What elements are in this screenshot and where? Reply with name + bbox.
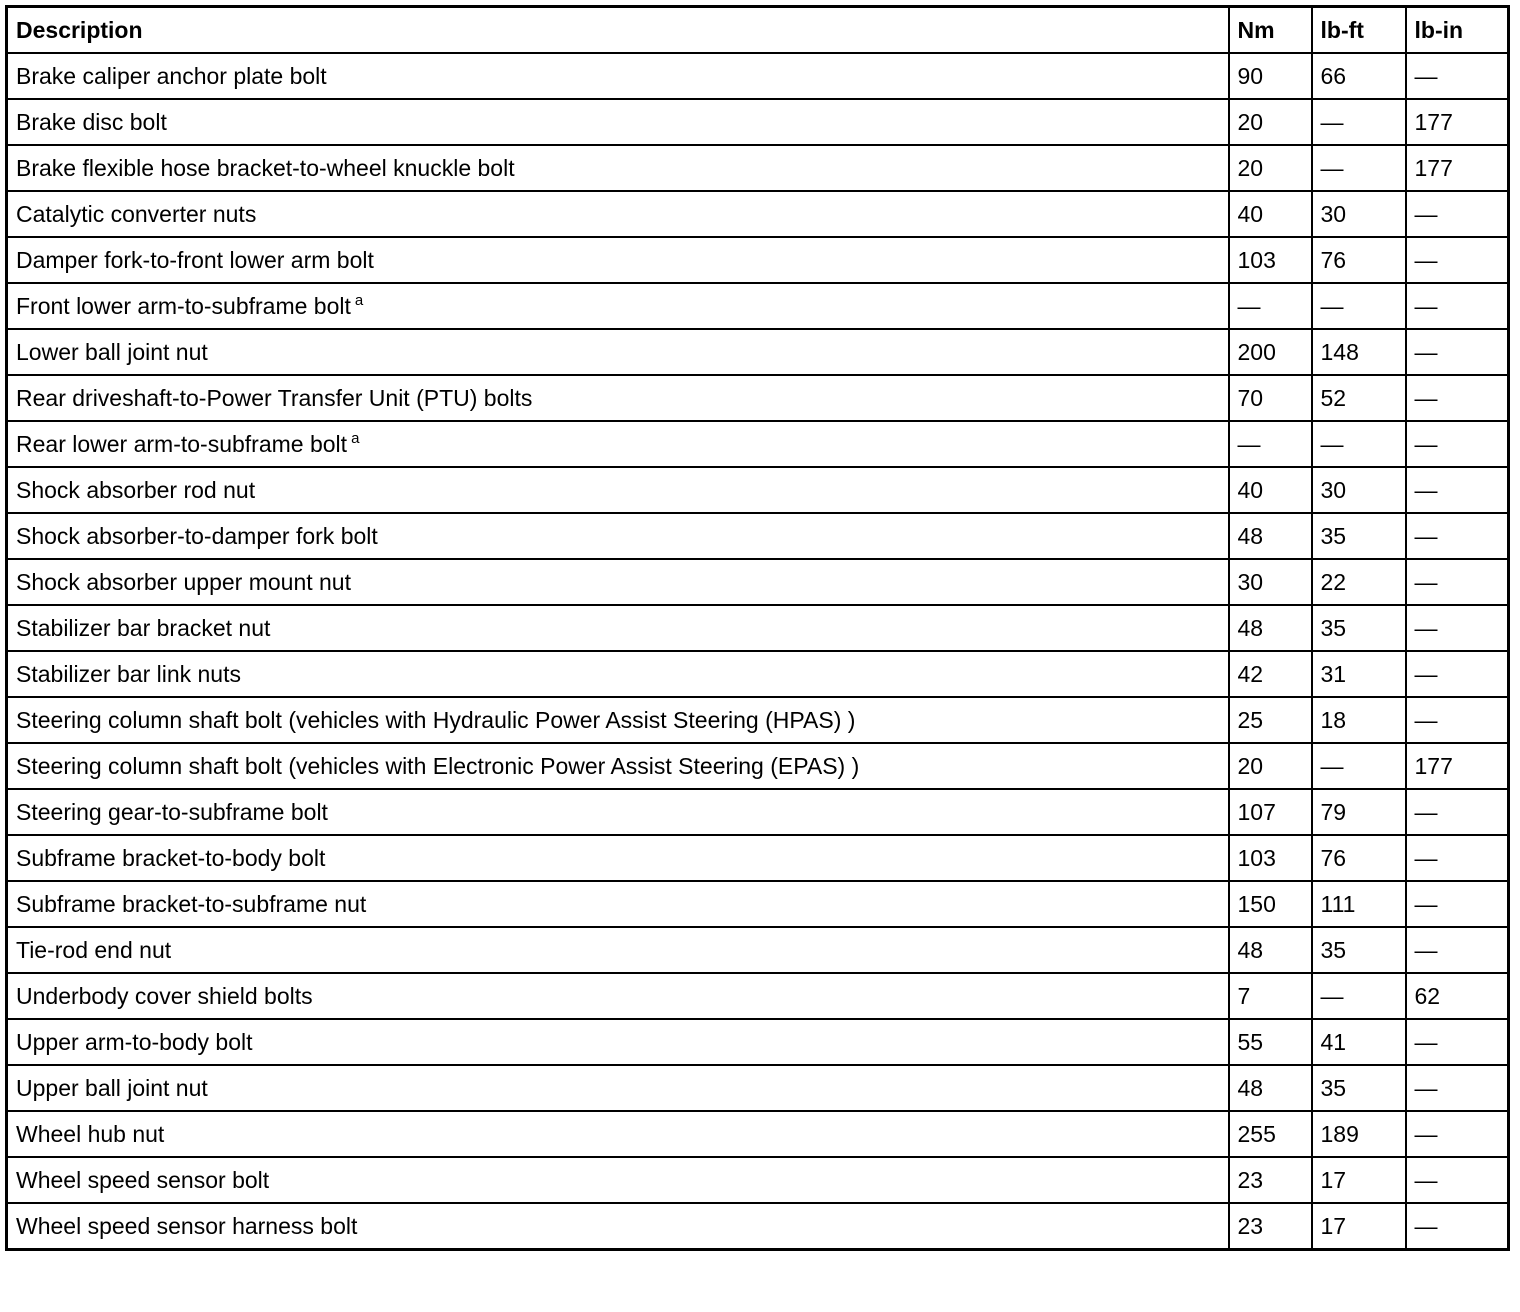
cell-nm: 48 xyxy=(1229,1065,1312,1111)
cell-lbin: — xyxy=(1406,559,1509,605)
cell-description xyxy=(7,973,1229,1019)
table-row xyxy=(7,237,1509,283)
cell-lbin: — xyxy=(1406,651,1509,697)
cell-lbft: 41 xyxy=(1312,1019,1406,1065)
description-text: Stabilizer bar bracket nut xyxy=(16,614,271,641)
cell-description xyxy=(7,1111,1229,1157)
cell-nm: 90 xyxy=(1229,53,1312,99)
cell-lbin: — xyxy=(1406,1203,1509,1250)
cell-description xyxy=(7,421,1229,467)
cell-lbft: 76 xyxy=(1312,835,1406,881)
table-row xyxy=(7,881,1509,927)
description-text: Rear lower arm-to-subframe bolt xyxy=(16,430,348,457)
cell-lbft: 189 xyxy=(1312,1111,1406,1157)
footnote-marker: a xyxy=(354,291,364,309)
cell-lbft: 79 xyxy=(1312,789,1406,835)
description-text: Brake caliper anchor plate bolt xyxy=(16,62,327,89)
description-text: Shock absorber rod nut xyxy=(16,476,256,503)
cell-lbin: — xyxy=(1406,421,1509,467)
cell-lbft: — xyxy=(1312,145,1406,191)
cell-lbin: — xyxy=(1406,1065,1509,1111)
cell-nm: 48 xyxy=(1229,927,1312,973)
cell-nm: 23 xyxy=(1229,1157,1312,1203)
cell-description xyxy=(7,283,1229,329)
cell-nm: 150 xyxy=(1229,881,1312,927)
cell-description xyxy=(7,1065,1229,1111)
header-lbft: lb-ft xyxy=(1312,7,1406,54)
cell-description xyxy=(7,145,1229,191)
cell-lbft: 30 xyxy=(1312,191,1406,237)
description-text: Upper ball joint nut xyxy=(16,1074,208,1101)
cell-nm: — xyxy=(1229,283,1312,329)
table-row xyxy=(7,99,1509,145)
cell-nm: 103 xyxy=(1229,237,1312,283)
cell-lbin: 177 xyxy=(1406,145,1509,191)
table-row xyxy=(7,1203,1509,1250)
footnote-marker: a xyxy=(351,429,360,447)
cell-lbin: — xyxy=(1406,329,1509,375)
table-row xyxy=(7,283,1509,329)
cell-lbft: 35 xyxy=(1312,513,1406,559)
table-row xyxy=(7,835,1509,881)
cell-nm: 40 xyxy=(1229,191,1312,237)
description-text: Shock absorber upper mount nut xyxy=(16,568,351,595)
cell-lbin: 62 xyxy=(1406,973,1509,1019)
cell-lbin: — xyxy=(1406,1019,1509,1065)
cell-lbft: 66 xyxy=(1312,53,1406,99)
table-row xyxy=(7,789,1509,835)
description-text: Lower ball joint nut xyxy=(16,338,208,365)
table-row xyxy=(7,467,1509,513)
cell-nm: 200 xyxy=(1229,329,1312,375)
cell-lbin: — xyxy=(1406,237,1509,283)
cell-lbin: 177 xyxy=(1406,743,1509,789)
cell-description xyxy=(7,53,1229,99)
table-row xyxy=(7,1111,1509,1157)
cell-nm: 70 xyxy=(1229,375,1312,421)
cell-description xyxy=(7,191,1229,237)
description-text: Steering column shaft bolt (vehicles with Electronic Power Assist Steering (EPAS) ) xyxy=(16,752,860,779)
description-text: Upper arm-to-body bolt xyxy=(16,1028,253,1055)
cell-description xyxy=(7,789,1229,835)
table-row xyxy=(7,651,1509,697)
cell-nm: 23 xyxy=(1229,1203,1312,1250)
cell-lbin: — xyxy=(1406,605,1509,651)
table-row xyxy=(7,145,1509,191)
cell-lbft: 17 xyxy=(1312,1157,1406,1203)
table-row xyxy=(7,743,1509,789)
cell-nm: 25 xyxy=(1229,697,1312,743)
description-text: Stabilizer bar link nuts xyxy=(16,660,241,687)
cell-lbft: 76 xyxy=(1312,237,1406,283)
cell-lbft: 148 xyxy=(1312,329,1406,375)
description-text: Wheel speed sensor harness bolt xyxy=(16,1212,358,1239)
cell-nm: — xyxy=(1229,421,1312,467)
cell-lbft: 30 xyxy=(1312,467,1406,513)
cell-nm: 48 xyxy=(1229,513,1312,559)
description-text: Steering column shaft bolt (vehicles with Hydraulic Power Assist Steering (HPAS) ) xyxy=(16,706,856,733)
table-row xyxy=(7,927,1509,973)
table-row xyxy=(7,53,1509,99)
description-text: Catalytic converter nuts xyxy=(16,200,257,227)
table-row xyxy=(7,973,1509,1019)
cell-description xyxy=(7,99,1229,145)
cell-description xyxy=(7,743,1229,789)
cell-lbin: — xyxy=(1406,191,1509,237)
table-row xyxy=(7,513,1509,559)
table-header-row xyxy=(7,7,1509,54)
cell-description xyxy=(7,237,1229,283)
cell-lbft: — xyxy=(1312,743,1406,789)
cell-description xyxy=(7,881,1229,927)
description-text: Subframe bracket-to-subframe nut xyxy=(16,890,367,917)
description-text: Steering gear-to-subframe bolt xyxy=(16,798,328,825)
cell-description xyxy=(7,559,1229,605)
cell-lbft: 52 xyxy=(1312,375,1406,421)
cell-nm: 103 xyxy=(1229,835,1312,881)
cell-lbin: 177 xyxy=(1406,99,1509,145)
cell-nm: 20 xyxy=(1229,743,1312,789)
cell-nm: 55 xyxy=(1229,1019,1312,1065)
table-row xyxy=(7,421,1509,467)
table-row xyxy=(7,1157,1509,1203)
table-row xyxy=(7,191,1509,237)
cell-lbft: — xyxy=(1312,283,1406,329)
cell-lbft: — xyxy=(1312,99,1406,145)
cell-description xyxy=(7,927,1229,973)
cell-lbin: — xyxy=(1406,881,1509,927)
cell-lbft: 35 xyxy=(1312,605,1406,651)
cell-nm: 7 xyxy=(1229,973,1312,1019)
description-text: Shock absorber-to-damper fork bolt xyxy=(16,522,378,549)
description-text: Rear driveshaft-to-Power Transfer Unit (PTU) bolts xyxy=(16,384,533,411)
header-lbin: lb-in xyxy=(1406,7,1509,54)
header-nm: Nm xyxy=(1229,7,1312,54)
cell-lbin: — xyxy=(1406,53,1509,99)
description-text: Brake flexible hose bracket-to-wheel knuckle bolt xyxy=(16,154,515,181)
cell-nm: 20 xyxy=(1229,99,1312,145)
cell-description xyxy=(7,1157,1229,1203)
cell-lbin: — xyxy=(1406,283,1509,329)
cell-description xyxy=(7,513,1229,559)
description-text: Subframe bracket-to-body bolt xyxy=(16,844,326,871)
cell-lbft: 18 xyxy=(1312,697,1406,743)
table-body xyxy=(7,53,1509,1250)
cell-lbin: — xyxy=(1406,697,1509,743)
cell-lbft: 22 xyxy=(1312,559,1406,605)
cell-description xyxy=(7,835,1229,881)
table-row xyxy=(7,697,1509,743)
cell-lbin: — xyxy=(1406,375,1509,421)
description-text: Wheel hub nut xyxy=(16,1120,165,1147)
header-description: Description xyxy=(7,7,1229,54)
cell-nm: 107 xyxy=(1229,789,1312,835)
cell-description xyxy=(7,697,1229,743)
table-row xyxy=(7,1065,1509,1111)
cell-lbin: — xyxy=(1406,1157,1509,1203)
cell-description xyxy=(7,605,1229,651)
cell-nm: 48 xyxy=(1229,605,1312,651)
description-text: Wheel speed sensor bolt xyxy=(16,1166,270,1193)
cell-lbin: — xyxy=(1406,467,1509,513)
cell-nm: 40 xyxy=(1229,467,1312,513)
description-text: Underbody cover shield bolts xyxy=(16,982,313,1009)
cell-lbft: — xyxy=(1312,973,1406,1019)
description-text: Brake disc bolt xyxy=(16,108,167,135)
table-row xyxy=(7,375,1509,421)
cell-description xyxy=(7,1019,1229,1065)
cell-lbin: — xyxy=(1406,927,1509,973)
cell-nm: 42 xyxy=(1229,651,1312,697)
cell-lbft: 31 xyxy=(1312,651,1406,697)
description-text: Damper fork-to-front lower arm bolt xyxy=(16,246,374,273)
cell-nm: 30 xyxy=(1229,559,1312,605)
cell-description xyxy=(7,1203,1229,1250)
cell-description xyxy=(7,329,1229,375)
description-text: Front lower arm-to-subframe bolt xyxy=(16,292,351,319)
cell-description xyxy=(7,651,1229,697)
cell-lbft: 35 xyxy=(1312,1065,1406,1111)
description-text: Tie-rod end nut xyxy=(16,936,172,963)
cell-lbin: — xyxy=(1406,789,1509,835)
cell-lbin: — xyxy=(1406,513,1509,559)
cell-lbft: 35 xyxy=(1312,927,1406,973)
cell-nm: 255 xyxy=(1229,1111,1312,1157)
table-row xyxy=(7,329,1509,375)
table-row xyxy=(7,559,1509,605)
table-row xyxy=(7,1019,1509,1065)
torque-specification-table xyxy=(5,5,1510,1251)
cell-lbft: 111 xyxy=(1312,881,1406,927)
cell-description xyxy=(7,467,1229,513)
cell-nm: 20 xyxy=(1229,145,1312,191)
cell-description xyxy=(7,375,1229,421)
cell-lbft: — xyxy=(1312,421,1406,467)
cell-lbin: — xyxy=(1406,1111,1509,1157)
cell-lbin: — xyxy=(1406,835,1509,881)
table-row xyxy=(7,605,1509,651)
cell-lbft: 17 xyxy=(1312,1203,1406,1250)
